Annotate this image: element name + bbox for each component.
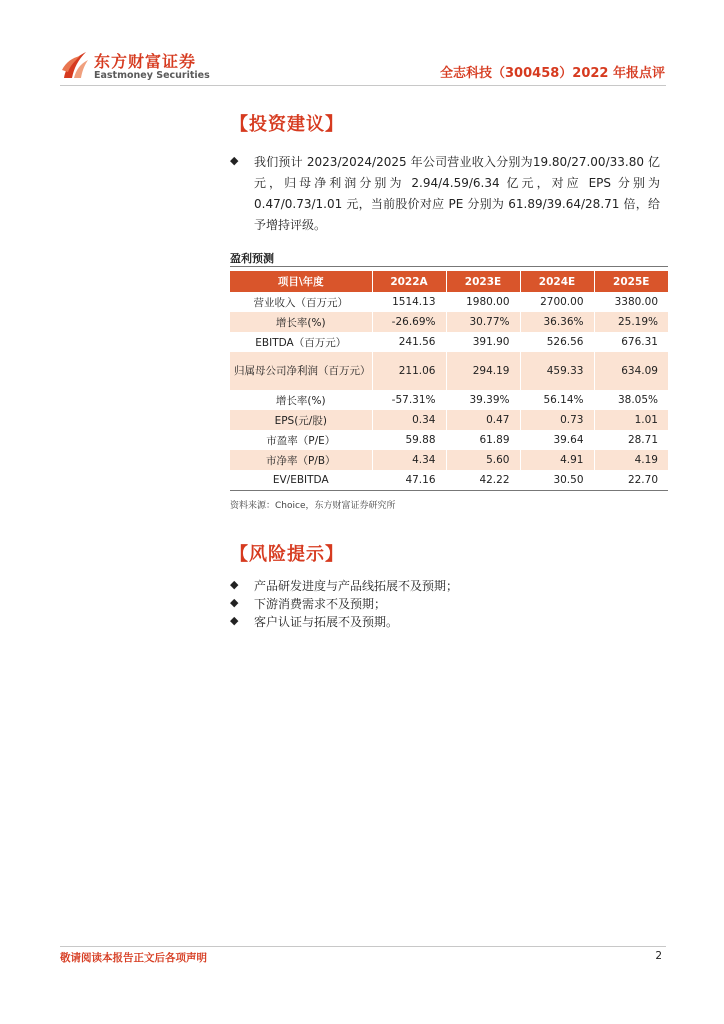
data-source-note: 资料来源：Choice，东方财富证券研究所 — [230, 501, 396, 511]
table-header-cell: 2024E — [520, 271, 594, 292]
table-header-cell: 2022A — [372, 271, 446, 292]
table-cell: 28.71 — [627, 434, 658, 446]
table-cell: 39.64 — [520, 430, 594, 450]
footer-disclaimer: 敬请阅读本报告正文后各项声明 — [60, 952, 207, 964]
row-label: EPS(元/股) — [230, 410, 372, 430]
row-label: 市净率（P/B） — [230, 450, 372, 470]
logo-chinese-name: 东方财富证券 — [94, 52, 197, 71]
table-cell: 459.33 — [520, 352, 594, 390]
diamond-bullet-icon: ◆ — [230, 596, 239, 609]
table-cell: 0.47 — [446, 410, 520, 430]
table-cell: 39.39% — [446, 390, 520, 410]
row-label: 归属母公司净利润（百万元） — [230, 352, 372, 390]
table-cell: 5.60 — [446, 450, 520, 470]
table-cell: 42.22 — [446, 470, 520, 490]
risk-section-title: 【风险提示】 — [230, 544, 344, 565]
table-cell: -57.31% — [372, 390, 446, 410]
table-cell: 0.73 — [520, 410, 594, 430]
table-cell: 294.19 — [446, 352, 520, 390]
table-cell: 38.05% — [617, 394, 658, 406]
table-cell: 1514.13 — [372, 292, 446, 312]
table-header-cell: 项目\年度 — [230, 271, 372, 292]
investment-section-title: 【投资建议】 — [230, 114, 344, 135]
table-cell: 241.56 — [372, 332, 446, 352]
table-cell: 0.34 — [372, 410, 446, 430]
diamond-bullet-icon: ◆ — [230, 614, 239, 627]
table-row — [230, 410, 668, 430]
table-cell: -26.69% — [372, 312, 446, 332]
table-cell: 4.91 — [520, 450, 594, 470]
table-cell: 30.50 — [520, 470, 594, 490]
table-header-cell: 2023E — [446, 271, 520, 292]
table-cell: 61.89 — [446, 430, 520, 450]
table-cell: 25.19% — [594, 312, 668, 332]
risk-bullet — [230, 594, 660, 614]
forecast-table — [230, 271, 668, 490]
table-cell: 22.70 — [627, 474, 658, 486]
forecast-table-title: 盈利预测 — [230, 252, 274, 265]
table-cell: 4.34 — [372, 450, 446, 470]
logo-english-name: Eastmoney Securities — [94, 70, 210, 81]
diamond-bullet-icon: ◆ — [230, 578, 239, 591]
row-label: 营业收入（百万元） — [230, 292, 372, 312]
table-row — [230, 430, 668, 450]
table-cell: 4.19 — [594, 450, 668, 470]
investment-bullet — [230, 152, 660, 236]
eastmoney-logo-icon — [60, 48, 90, 80]
table-cell: 30.77% — [446, 312, 520, 332]
table-cell: 526.56 — [520, 332, 594, 352]
table-header-cell: 2025E — [594, 271, 668, 292]
table-cell: 676.31 — [621, 336, 658, 348]
row-label: EBITDA（百万元） — [230, 332, 372, 352]
table-cell: 391.90 — [446, 332, 520, 352]
table-row — [230, 450, 668, 470]
risk-bullet-text: 产品研发进度与产品线拓展不及预期； — [254, 579, 459, 593]
row-label: 增长率(%) — [230, 312, 372, 332]
header-divider — [60, 85, 666, 86]
risk-bullet-text: 客户认证与拓展不及预期。 — [254, 615, 399, 629]
table-cell: 1980.00 — [446, 292, 520, 312]
risk-bullet — [230, 576, 660, 596]
table-cell: 3380.00 — [614, 296, 658, 308]
table-row — [230, 390, 668, 410]
row-label: 市盈率（P/E） — [230, 430, 372, 450]
table-row — [230, 312, 668, 332]
table-row — [230, 470, 668, 490]
investment-bullet-text: 我们预计 2023/2024/2025 年公司营业收入分别为19.80/27.00/33.80 亿元，归母净利润分别为 2.94/4.59/6.34 亿元，对应 EPS 分别为 0.47/0.73/1.01 元，当前股价对应 PE 分别为 61.89/39.64/28.71 倍，给予增持评级。 — [254, 155, 660, 232]
table-cell: 211.06 — [372, 352, 446, 390]
table-cell: 47.16 — [372, 470, 446, 490]
report-title: 全志科技（300458）2022 年报点评 — [440, 66, 665, 81]
table-cell: 2700.00 — [520, 292, 594, 312]
table-row — [230, 292, 668, 312]
table-cell: 634.09 — [594, 352, 668, 390]
table-bottom-rule — [230, 490, 668, 491]
table-cell: 1.01 — [594, 410, 668, 430]
table-header-row — [230, 271, 668, 292]
risk-bullet — [230, 612, 660, 632]
table-row — [230, 332, 668, 352]
page-number: 2 — [655, 950, 662, 962]
table-cell: 56.14% — [520, 390, 594, 410]
diamond-bullet-icon: ◆ — [230, 154, 239, 167]
company-logo — [60, 46, 220, 86]
row-label: 增长率(%) — [230, 390, 372, 410]
row-label: EV/EBITDA — [230, 470, 372, 490]
footer-divider — [60, 946, 666, 947]
table-row — [230, 352, 668, 390]
table-top-rule — [230, 266, 668, 267]
table-cell: 36.36% — [520, 312, 594, 332]
table-cell: 59.88 — [372, 430, 446, 450]
risk-bullet-text: 下游消费需求不及预期； — [254, 597, 387, 611]
